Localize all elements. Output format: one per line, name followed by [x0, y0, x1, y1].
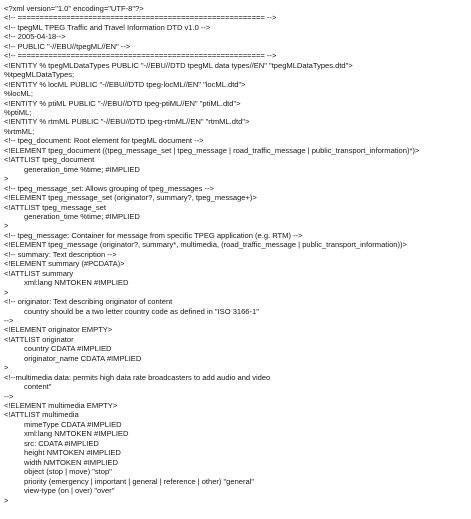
document-line: <!ENTITY % ptiML PUBLIC "-//EBU//DTD tpeg-ptiML//EN" "ptiML.dtd"> — [4, 98, 241, 108]
document-line: <!ATTLIST summary — [4, 268, 74, 278]
document-line: > — [4, 221, 9, 231]
document-line: width NMTOKEN #IMPLIED — [24, 457, 118, 467]
document-line: <!ATTLIST multimedia — [4, 410, 79, 420]
document-line: %ptiML; — [4, 107, 32, 117]
document-line: <!ELEMENT tpeg_message (originator?, summary*, multimedia, (road_traffic_message | public_transport_information))> — [4, 240, 407, 250]
document-line: > — [4, 495, 9, 505]
document-line: <!ENTITY % rtmML PUBLIC "-//EBU//DTD tpeg-rtmML//EN" "rtmML.dtd"> — [4, 117, 250, 127]
document-line: <!ENTITY % tpegMLDataTypes PUBLIC "-//EBU//DTD tpegML data types//EN" "tpegMLDataTypes.dtd"> — [4, 60, 353, 70]
document-line: --> — [4, 315, 14, 325]
document-line: generation_time %time; #IMPLIED — [24, 164, 140, 174]
document-line: <!-- ======================================================== --> — [4, 51, 277, 61]
document-line: xml:lang NMTOKEN #IMPLIED — [24, 429, 129, 439]
document-line: <!-- ======================================================== --> — [4, 13, 277, 23]
document-line: <!-- 2005-04-18--> — [4, 32, 66, 42]
document-line: mimeType CDATA #IMPLIED — [24, 419, 122, 429]
document-line: <!-- PUBLIC "-//EBU//tpegML//EN" --> — [4, 41, 131, 51]
document-line: src: CDATA #IMPLIED — [24, 438, 99, 448]
dtd-document — [4, 4, 469, 505]
document-line: <!ELEMENT tpeg_message_set (originator?, summary?, tpeg_message+)> — [4, 193, 257, 203]
document-line: <!ENTITY % locML PUBLIC "-//EBU//DTD tpeg-locML//EN" "locML.dtd"> — [4, 79, 246, 89]
document-line: object (stop | move) "stop" — [24, 467, 112, 477]
document-line: country CDATA #IMPLIED — [24, 344, 112, 354]
document-line: <!ELEMENT multimedia EMPTY> — [4, 401, 118, 411]
document-line: xml:lang NMTOKEN #IMPLIED — [24, 278, 129, 288]
document-line: <?xml version="1.0" encoding="UTF-8"?> — [4, 4, 144, 13]
document-line: <!--multimedia data: permits high data rate broadcasters to add audio and video — [4, 372, 271, 382]
document-line: height NMTOKEN #IMPLIED — [24, 448, 121, 458]
document-line: priority (emergency | important | general | reference | other) "general" — [24, 476, 255, 486]
document-line: originator_name CDATA #IMPLIED — [24, 353, 142, 363]
document-line: <!-- tpeg_document: Root element for tpegML document --> — [4, 136, 204, 146]
document-line: %locML; — [4, 89, 33, 99]
document-line: <!ELEMENT tpeg_document ((tpeg_message_set | tpeg_message | road_traffic_message | public_transport_information)*)> — [4, 145, 420, 155]
document-line: <!ATTLIST tpeg_message_set — [4, 202, 106, 212]
document-line: > — [4, 174, 9, 184]
document-line: content" — [24, 382, 52, 392]
document-line: country should be a two letter country code as defined in "ISO 3166-1" — [24, 306, 259, 316]
document-line: %rtmML; — [4, 126, 35, 136]
document-line: <!ATTLIST tpeg_document — [4, 155, 95, 165]
document-line: <!-- tpegML TPEG Traffic and Travel Information DTD v1.0 --> — [4, 22, 211, 32]
document-line: > — [4, 287, 9, 297]
document-line: <!-- tpeg_message: Container for message from specific TPEG application (e.g. RTM) --> — [4, 230, 303, 240]
document-line: <!-- tpeg_message_set: Allows grouping of tpeg_messages --> — [4, 183, 214, 193]
document-line: %tpegMLDataTypes; — [4, 70, 75, 80]
document-line: --> — [4, 391, 14, 401]
document-line: view-type (on | over) "over" — [24, 486, 115, 496]
document-line: > — [4, 363, 9, 373]
document-line: <!ELEMENT summary (#PCDATA)> — [4, 259, 125, 269]
document-line: generation_time %time; #IMPLIED — [24, 211, 140, 221]
document-line: <!-- originator: Text describing originator of content — [4, 297, 173, 307]
document-line: <!ATTLIST originator — [4, 334, 74, 344]
document-line: <!ELEMENT originator EMPTY> — [4, 325, 113, 335]
document-line: <!-- summary: Text description --> — [4, 249, 117, 259]
